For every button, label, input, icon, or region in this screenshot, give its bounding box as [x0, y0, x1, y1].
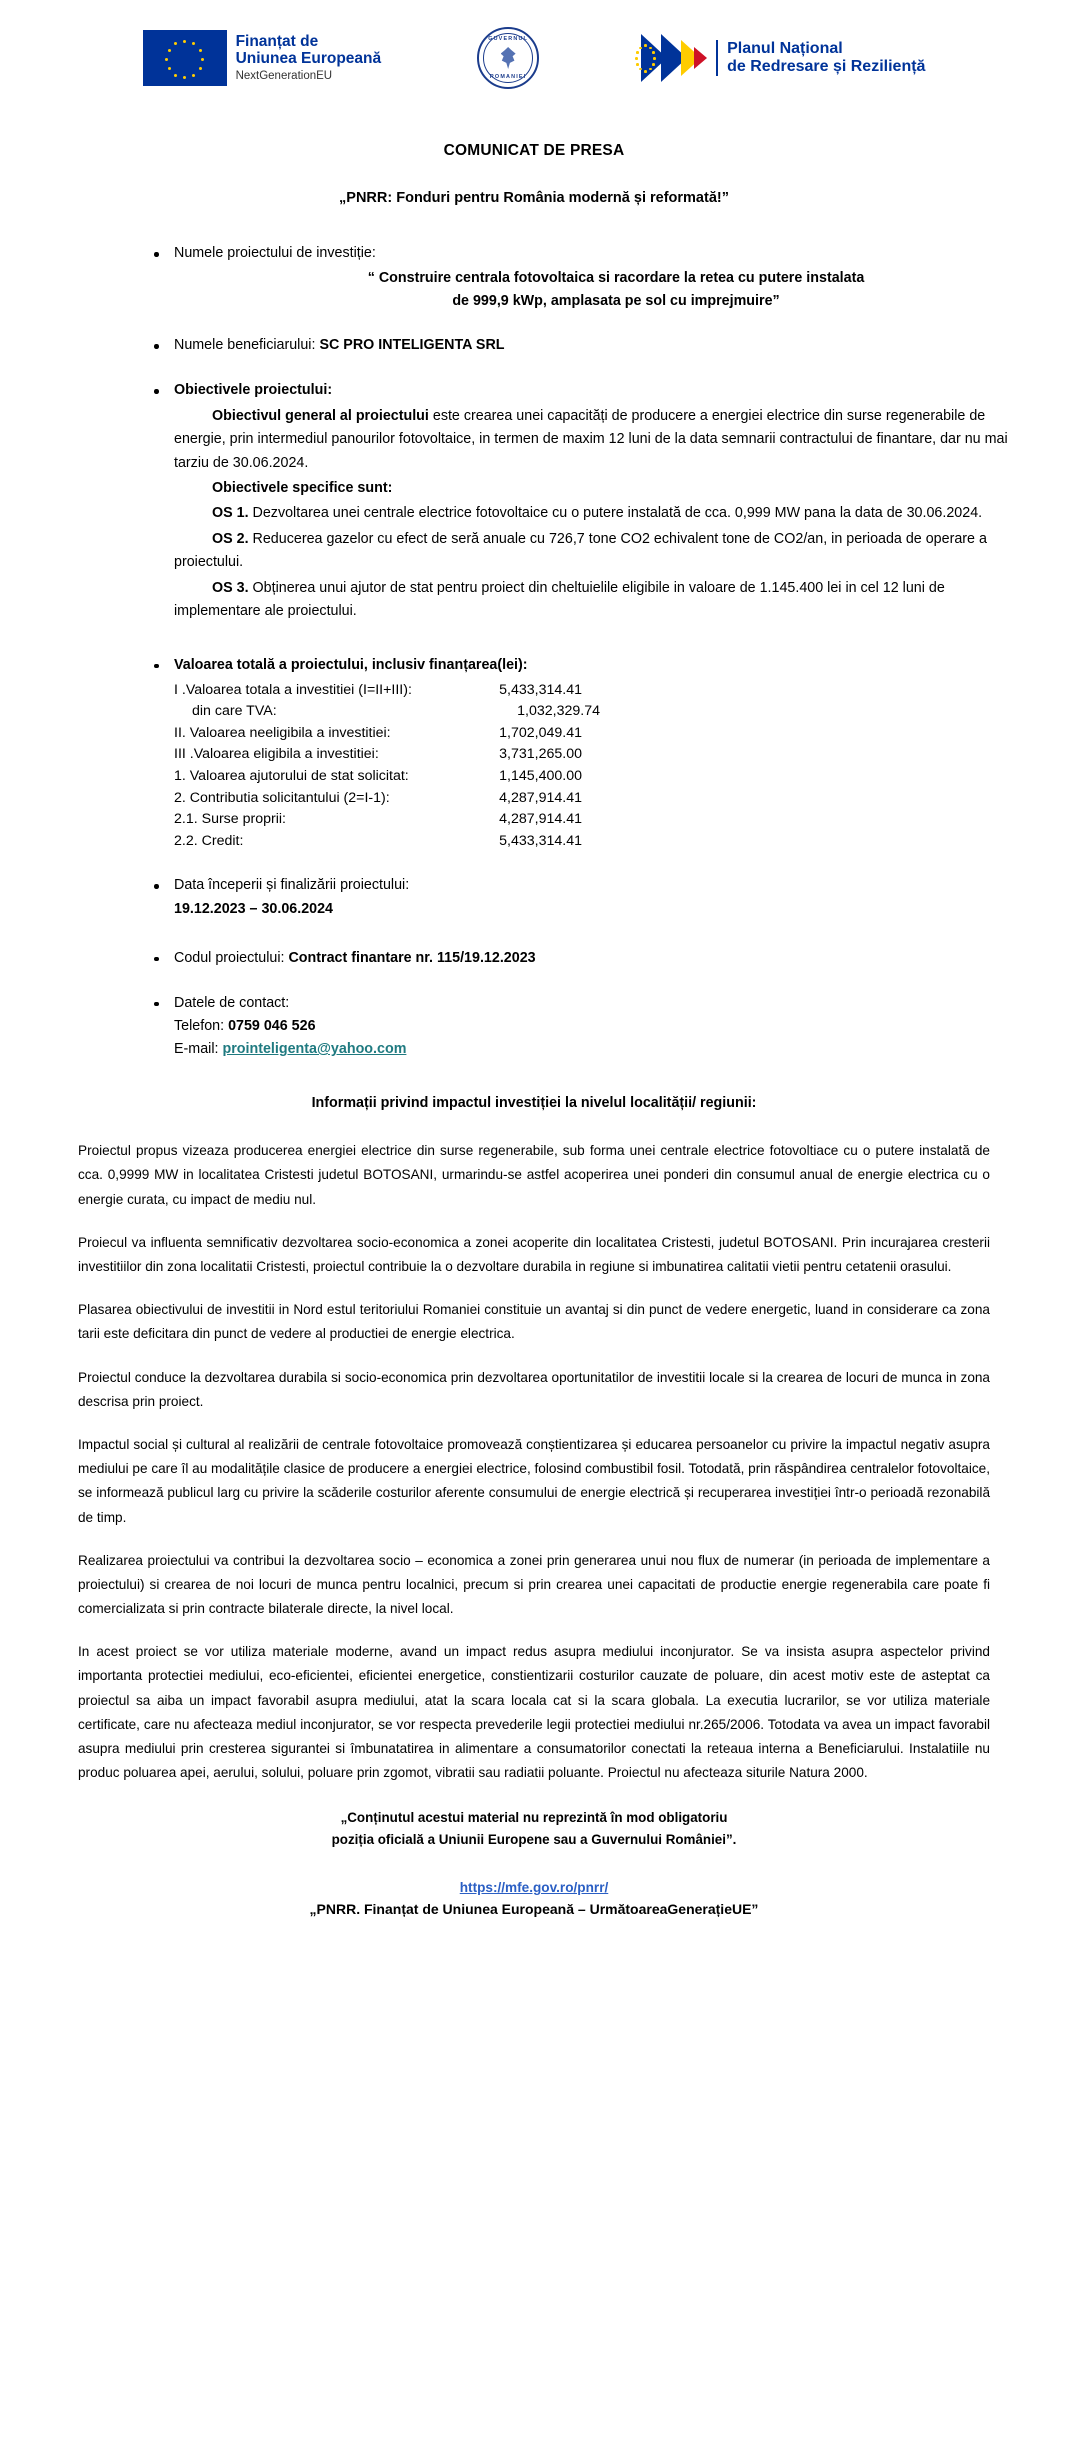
- finance-row-value: 4,287,914.41: [499, 811, 582, 828]
- impact-body-copy: [78, 1139, 990, 1785]
- disclaimer-text: [0, 1807, 1068, 1850]
- os2-text: Reducerea gazelor cu efect de seră anuale cu 726,7 tone CO2 echivalent tone de CO2/an, in perioada de operare a proiectului.: [174, 530, 987, 571]
- footer-note: „PNRR. Finanțat de Uniunea Europeană – UrmătoareaGenerațieUE”: [309, 1901, 759, 1918]
- finance-row: [174, 809, 1068, 831]
- eu-logo-line3: NextGenerationEU: [235, 70, 333, 83]
- impact-paragraph: Impactul social și cultural al realizării de centrale fotovoltaice promovează conștientizarea și educarea persoanelor cu privire la impactul negativ asupra mediului pe care îl au modalitățile clasice de producere a energiei electrice, folosind combustibil fosil. Totodată, prin răspândirea centralelor fotovoltaice, se informează publicul larg cu privire la scăderile costurilor aferente consumului de energie electrică și recuperarea investiției într-o perioadă rezonabilă de timp.: [78, 1436, 990, 1525]
- eu-logo-line2: Uniunea Europeană: [235, 50, 382, 68]
- finance-row-label: I .Valoarea totala a investitiei (I=II+III):: [174, 681, 412, 698]
- specific-objectives-label: Obiectivele specifice sunt:: [212, 479, 393, 496]
- finance-row-value: 5,433,314.41: [499, 681, 582, 698]
- romanian-government-seal-icon: [477, 27, 539, 89]
- beneficiary-value: SC PRO INTELIGENTA SRL: [319, 337, 505, 354]
- os2-label: OS 2.: [212, 530, 249, 547]
- pnrr-logo-text: [716, 40, 925, 76]
- pnrr-logo: [635, 34, 925, 82]
- eu-logo-line1: Finanțat de: [235, 32, 319, 50]
- objective-os3: [174, 577, 1068, 624]
- finance-row: [174, 723, 1068, 745]
- finance-row-value: 1,145,400.00: [499, 768, 582, 785]
- finance-row-value: 1,702,049.41: [499, 724, 582, 741]
- code-label: Codul proiectului:: [174, 949, 285, 966]
- list-item-beneficiary: [152, 334, 1068, 357]
- contact-label: Datele de contact:: [174, 994, 290, 1011]
- finance-row-label: din care TVA:: [192, 703, 277, 720]
- os1-text: Dezvoltarea unei centrale electrice fotovoltaice cu o putere instalată de cca. 0,999 MW pana la data de 30.06.2024.: [248, 505, 983, 522]
- specific-objectives-label-wrap: [174, 477, 1068, 500]
- gov-seal-top-text: GUVERNUL: [488, 36, 529, 42]
- objectives-label: Obiectivele proiectului:: [174, 382, 333, 399]
- code-value: Contract finantare nr. 115/19.12.2023: [288, 949, 536, 966]
- project-name-label: Numele proiectului de investiție:: [174, 245, 376, 261]
- pnrr-website-link[interactable]: https://mfe.gov.ro/pnrr/: [459, 1880, 609, 1896]
- finance-row-label: 2.1. Surse proprii:: [174, 811, 286, 828]
- contact-email-row: [174, 1038, 1068, 1061]
- list-item-contact: [152, 992, 1068, 1061]
- list-item-objectives: [152, 379, 1068, 623]
- dates-value: 19.12.2023 – 30.06.2024: [174, 900, 334, 917]
- impact-paragraph: Proiectul conduce la dezvoltarea durabila si socio-economica prin dezvoltarea oportunitatilor de investitii locale si la crearea de locuri de munca in zona descrisa prin proiect.: [78, 1369, 990, 1409]
- general-objective-paragraph: [174, 405, 1068, 475]
- gov-seal-eagle-icon: [501, 47, 516, 69]
- eu-stars-circle: [167, 40, 203, 76]
- impact-paragraph: Plasarea obiectivului de investitii in Nord estul teritoriului Romaniei constituie un avantaj si din punct de vedere energetic, luand in considerare ca zona tarii este deficitara din punct de vedere al productiei de energie electrica.: [78, 1302, 990, 1342]
- finance-row: [174, 680, 1068, 702]
- phone-label: Telefon:: [174, 1017, 225, 1034]
- phone-value: 0759 046 526: [228, 1017, 316, 1034]
- finance-row: [174, 701, 1068, 723]
- objective-os2: [174, 528, 1068, 575]
- eu-funding-logo: [143, 30, 382, 86]
- email-label: E-mail:: [174, 1041, 219, 1058]
- finance-row-label: II. Valoarea neeligibila a investitiei:: [174, 724, 391, 741]
- objective-os1: [174, 502, 1068, 525]
- os3-text: Obținerea unui ajutor de stat pentru proiect din cheltuielile eligibile in valoare de 1.145.400 lei in cel 12 luni de implementare ale proiectului.: [174, 579, 945, 620]
- os1-label: OS 1.: [212, 505, 249, 522]
- impact-paragraph: Proiectul propus vizeaza producerea energiei electrice din surse regenerabile, sub forma unei centrale electrice fotovoltiace cu o putere instalată de cca. 0,9999 MW in localitatea Cristesti judetul BOTOSANI, urmarindu-se astfel acoperirea unei ponderi din consumul anual de energie electrica cu o energie curata, cu impact de mediu nul.: [78, 1143, 990, 1207]
- disclaimer-line2: poziția oficială a Uniunii Europene sau a Guvernului României”.: [331, 1831, 737, 1847]
- finance-row: [174, 744, 1068, 766]
- impact-section-heading: Informații privind impactul investiției la nivelul localității/ regiunii:: [311, 1095, 757, 1112]
- finance-row-value: 4,287,914.41: [499, 789, 582, 806]
- beneficiary-label: Numele beneficiarului:: [174, 337, 316, 354]
- eu-logo-text: [236, 33, 382, 84]
- general-objective-text: este crearea unei capacități de producere a energiei electrice din surse regenerabile de energie, prin intermediul panourilor fotovoltaice, in termen de maxim 12 luni de la data semnarii contractului de finantare, dar nu mai tarziu de 30.06.2024.: [174, 407, 1008, 471]
- pnrr-logo-line2: de Redresare și Reziliență: [727, 58, 926, 75]
- dates-label: Data începerii și finalizării proiectului:: [174, 877, 410, 894]
- list-item-project-name: [152, 242, 1068, 312]
- page-subtitle: „PNRR: Fonduri pentru România modernă și reformată!”: [339, 190, 729, 206]
- disclaimer-line1: „Conținutul acestui material nu reprezintă în mod obligatoriu: [340, 1810, 728, 1826]
- finance-row-label: 2.2. Credit:: [174, 832, 244, 849]
- finance-row-label: 2. Contributia solicitantului (2=I-1):: [174, 789, 390, 806]
- finance-row-value: 5,433,314.41: [499, 832, 582, 849]
- page-title: COMUNICAT DE PRESA: [443, 142, 625, 159]
- finance-row-label: 1. Valoarea ajutorului de stat solicitat:: [174, 768, 409, 785]
- finance-row: [174, 788, 1068, 810]
- logo-bar: [0, 0, 1068, 94]
- impact-paragraph: Realizarea proiectului va contribui la dezvoltarea socio – economica a zonei prin generarea unui nou flux de numerar (in perioada de implementare a proiectului) si crearea de noi locuri de munca pentru localnici, precum si prin crearea unei capacitati de productie energie regenerabila care poate fi comercializata si prin contracte bilaterale directe, la nivel local.: [78, 1552, 990, 1617]
- project-name-line2: de 999,9 kWp, amplasata pe sol cu imprejmuire”: [452, 292, 780, 309]
- list-item-project-code: [152, 947, 1068, 970]
- pnrr-logo-line1: Planul Național: [727, 39, 843, 57]
- pnrr-chevron-icon: [635, 34, 707, 82]
- gov-seal-bottom-text: ROMANIEI: [489, 74, 527, 80]
- contact-phone-row: [174, 1015, 1068, 1038]
- email-link[interactable]: prointeligenta@yahoo.com: [222, 1041, 407, 1058]
- finance-row: [174, 766, 1068, 788]
- eu-flag-icon: [143, 30, 227, 86]
- project-details-list: [0, 242, 1068, 1061]
- general-objective-bold: Obiectivul general al proiectului: [212, 407, 429, 424]
- finance-table: [174, 680, 1068, 853]
- list-item-dates: [152, 874, 1068, 920]
- list-item-total-value: [152, 654, 1068, 853]
- finance-row-value: 3,731,265.00: [499, 746, 582, 763]
- finance-row: [174, 831, 1068, 853]
- project-name-line1: “ Construire centrala fotovoltaica si racordare la retea cu putere instalata: [367, 270, 865, 287]
- os3-label: OS 3.: [212, 579, 249, 596]
- total-value-label: Valoarea totală a proiectului, inclusiv finanțarea(lei):: [174, 656, 528, 673]
- pnrr-stars: [635, 34, 661, 82]
- finance-row-value: 1,032,329.74: [517, 703, 600, 720]
- finance-row-label: III .Valoarea eligibila a investitiei:: [174, 746, 379, 763]
- impact-paragraph: Proiecul va influenta semnificativ dezvoltarea socio-economica a zonei acoperite din localitatea Cristesti, judetul BOTOSANI. Prin incurajarea cresterii investitiilor din zona localitatii Cristesti, proiectul contribuie la o dezvoltare durabila in regiune si imbunatirea calitatii vietii pentru cetatenii orasului.: [78, 1234, 990, 1275]
- impact-paragraph: In acest proiect se vor utiliza materiale moderne, avand un impact redus asupra mediului inconjurator. Se va insista asupra aspectelor privind importanta protectiei mediului, eco-eficientei, eficientei energetice, constientizarii costurilor cauzate de poluare, din acest motiv este de asteptat ca proiectul sa aiba un impact favorabil asupra mediului, atat la scara locala cat si la scara globala. La executia lucrarilor, se vor utiliza materiale certificate, care nu afecteaza mediul inconjurator, se vor respecta prevederile legii protectiei mediului nr.265/2006. Totodata va avea un impact favorabil asupra mediului prin cresterea sigurantei si îmbunatatirea in alimentare a consumatorilor conectati la reteaua interna a Beneficiarului. Instalatiile nu produc poluarea apei, aerului, solului, poluare prin zgomot, vibratii sau radiatii poluante. Proiectul nu afecteaza siturile Natura 2000.: [78, 1644, 990, 1781]
